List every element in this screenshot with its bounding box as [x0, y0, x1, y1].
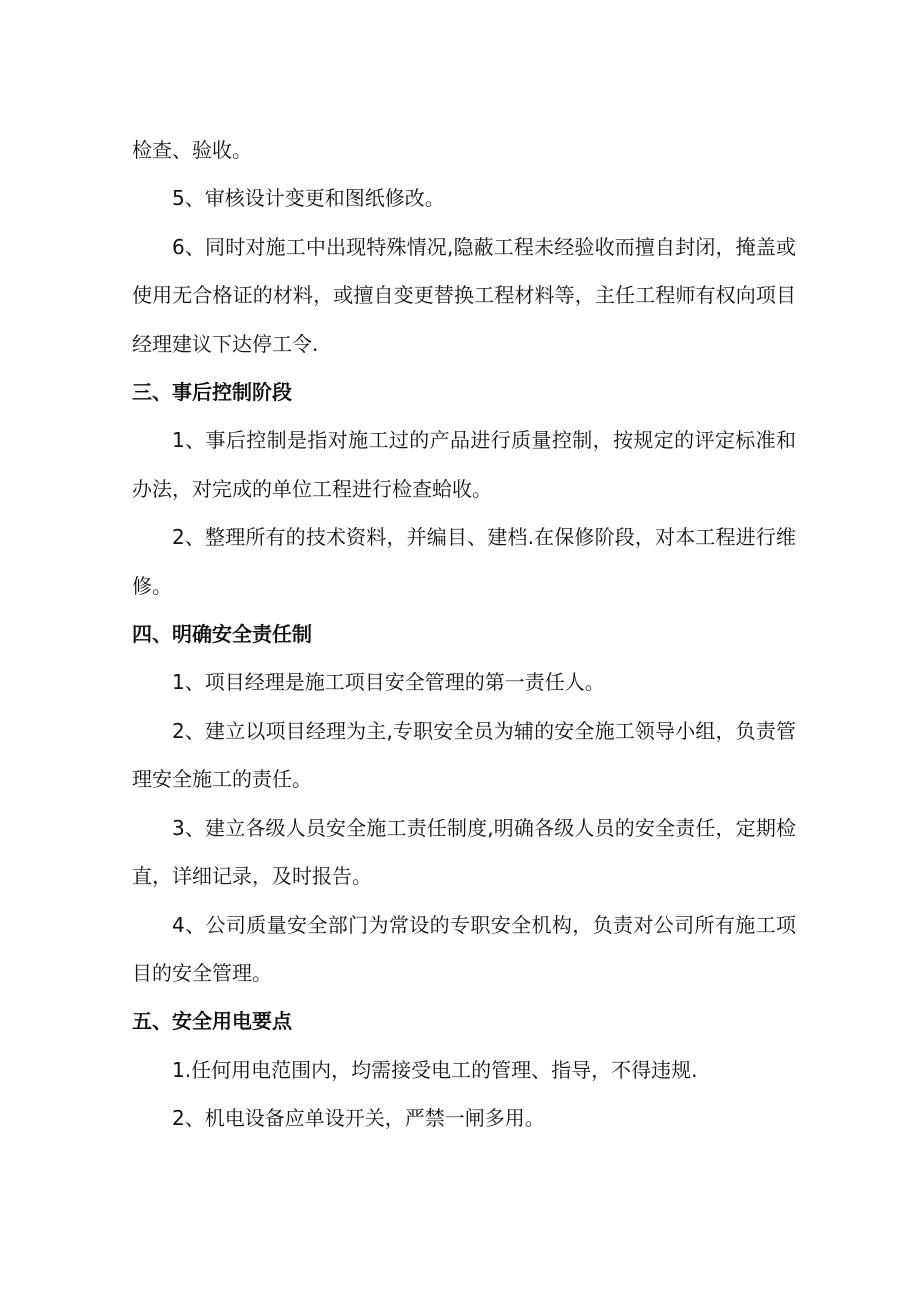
paragraph-item-4: 4、公司质量安全部门为常设的专职安全机构，负责对公司所有施工项目的安全管理。 [132, 912, 796, 985]
section-heading-3: 三、事后控制阶段 [132, 380, 292, 405]
paragraph-continuation: 检查、验收。 [132, 138, 252, 162]
paragraph-item-2: 2、建立以项目经理为主,专职安全员为辅的安全施工领导小组，负责管理安全施工的责任。 [132, 718, 796, 792]
document-body [132, 126, 796, 1143]
paragraph-item-3: 3、建立各级人员安全施工责任制度,明确各级人员的安全责任，定期检直，详细记录，及时报告。 [132, 815, 796, 889]
paragraph-item-6: 6、同时对施工中出现特殊情况,隐蔽工程未经验收而擅自封闭，掩盖或使用无合格证的材料，或擅自变更替换工程材料等，主任工程师有权向项目经理建议下达停工令. [132, 234, 796, 356]
paragraph-item-5: 5、审核设计变更和图纸修改。 [172, 186, 445, 211]
section-heading-5: 五、安全用电要点 [132, 1009, 292, 1034]
paragraph-item-1: 1、项目经理是施工项目安全管理的第一责任人。 [172, 670, 605, 695]
section-heading-4: 四、明确安全责任制 [132, 622, 312, 647]
paragraph-item-2: 2、整理所有的技术资料，并编目、建档.在保修阶段，对本工程进行维修。 [132, 525, 796, 598]
paragraph-item-1: 1、事后控制是指对施工过的产品进行质量控制，按规定的评定标准和办法，对完成的单位工程进行检查蛤收。 [132, 428, 796, 501]
paragraph-item-1: 1.任何用电范围内，均需接受电工的管理、指导，不得违规. [172, 1057, 698, 1082]
paragraph-item-2: 2、机电设备应单设开关，严禁一闸多用。 [172, 1106, 545, 1131]
